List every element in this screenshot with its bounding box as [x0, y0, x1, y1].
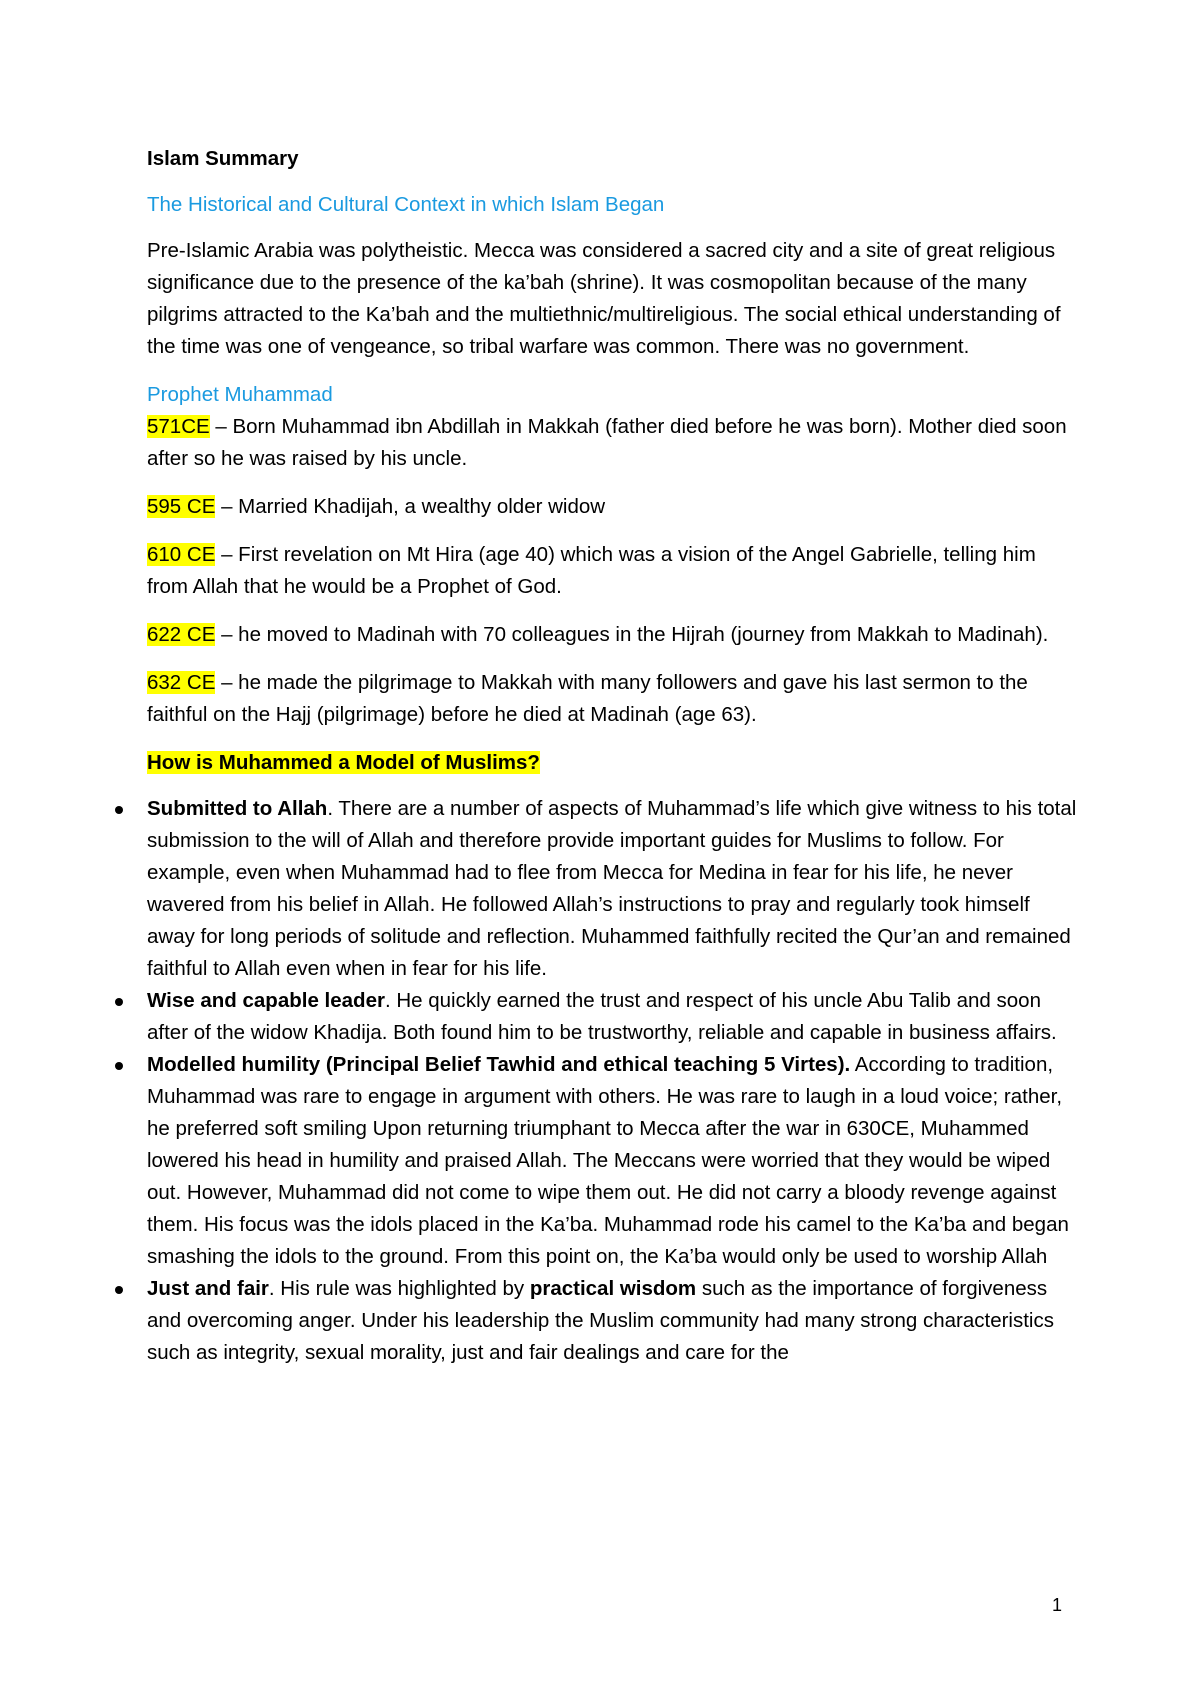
bullet-icon	[115, 806, 123, 814]
list-item	[147, 1049, 1077, 1273]
document-body	[147, 143, 1077, 1369]
timeline-text: – First revelation on Mt Hira (age 40) which was a vision of the Angel Gabrielle, telling him from Allah that he would be a Prophet of God.	[147, 543, 1036, 598]
timeline-date: 571CE	[147, 415, 210, 438]
bullet-text-secondary: such as the importance of forgiveness and overcoming anger. Under his leadership the Muslim community had many strong characteristics such as integrity, sexual morality, just and fair dealings and care for the	[147, 1277, 1054, 1364]
timeline-entry	[147, 539, 1077, 603]
list-item	[147, 793, 1077, 985]
page-number: 1	[1052, 1595, 1063, 1615]
bullet-lead: Just and fair	[147, 1277, 269, 1300]
section-heading-prophet: Prophet Muhammad	[147, 383, 333, 406]
model-bullet-list	[147, 793, 1077, 1369]
bullet-lead-secondary: practical wisdom	[529, 1277, 697, 1300]
bullet-lead: Wise and capable leader	[147, 989, 385, 1012]
context-paragraph: Pre-Islamic Arabia was polytheistic. Mecca was considered a sacred city and a site of great religious significance due to the presence of the ka’bah (shrine). It was cosmopolitan because of the many pilgrims attracted to the Ka’bah and the multiethnic/multireligious. The social ethical understanding of the time was one of vengeance, so tribal warfare was common. There was no government.	[147, 239, 1061, 358]
timeline-text: – Born Muhammad ibn Abdillah in Makkah (father died before he was born). Mother died soon after so he was raised by his uncle.	[147, 415, 1067, 470]
bullet-icon	[115, 1062, 123, 1070]
timeline-text: – he made the pilgrimage to Makkah with many followers and gave his last sermon to the faithful on the Hajj (pilgrimage) before he died at Madinah (age 63).	[147, 671, 1028, 726]
bullet-text: . There are a number of aspects of Muhammad’s life which give witness to his total submission to the will of Allah and therefore provide important guides for Muslims to follow. For example, even when Muhammad had to flee from Mecca for Medina in fear for his life, he never wavered from his belief in Allah. He followed Allah’s instructions to pray and regularly took himself away for long periods of solitude and reflection. Muhammed faithfully recited the Qur’an and remained faithful to Allah even when in fear for his life.	[147, 797, 1077, 980]
document-title: Islam Summary	[147, 147, 299, 170]
section-heading-model: How is Muhammed a Model of Muslims?	[147, 751, 540, 774]
timeline-entry	[147, 667, 1077, 731]
timeline-first	[147, 379, 1077, 475]
bullet-icon	[115, 1286, 123, 1294]
timeline-date: 595 CE	[147, 495, 216, 518]
timeline-text: – Married Khadijah, a wealthy older widow	[215, 495, 606, 518]
bullet-text: According to tradition, Muhammad was rare to engage in argument with others. He was rare to laugh in a loud voice; rather, he preferred soft smiling Upon returning triumphant to Mecca after the war in 630CE, Muhammed lowered his head in humility and praised Allah. The Meccans were worried that they would be wiped out. However, Muhammad did not come to wipe them out. He did not carry a bloody revenge against them. His focus was the idols placed in the Ka’ba. Muhammad rode his camel to the Ka’ba and began smashing the idols to the ground. From this point on, the Ka’ba would only be used to worship Allah	[147, 1053, 1069, 1268]
list-item	[147, 1273, 1077, 1369]
bullet-icon	[115, 998, 123, 1006]
bullet-text: . He quickly earned the trust and respect of his uncle Abu Talib and soon after of the widow Khadija. Both found him to be trustworthy, reliable and capable in business affairs.	[147, 989, 1057, 1044]
bullet-lead: Modelled humility (Principal Belief Tawhid and ethical teaching 5 Virtes).	[147, 1053, 851, 1076]
section-heading-context: The Historical and Cultural Context in which Islam Began	[147, 193, 665, 216]
timeline-text: – he moved to Madinah with 70 colleagues in the Hijrah (journey from Makkah to Madinah).	[215, 623, 1049, 646]
timeline-date: 632 CE	[147, 671, 216, 694]
model-heading-line	[147, 747, 1077, 779]
timeline-date: 610 CE	[147, 543, 216, 566]
bullet-text: . His rule was highlighted by	[268, 1277, 530, 1300]
timeline-entry	[147, 491, 1077, 523]
timeline-entry	[147, 619, 1077, 651]
timeline-date: 622 CE	[147, 623, 216, 646]
bullet-lead: Submitted to Allah	[147, 797, 328, 820]
list-item	[147, 985, 1077, 1049]
